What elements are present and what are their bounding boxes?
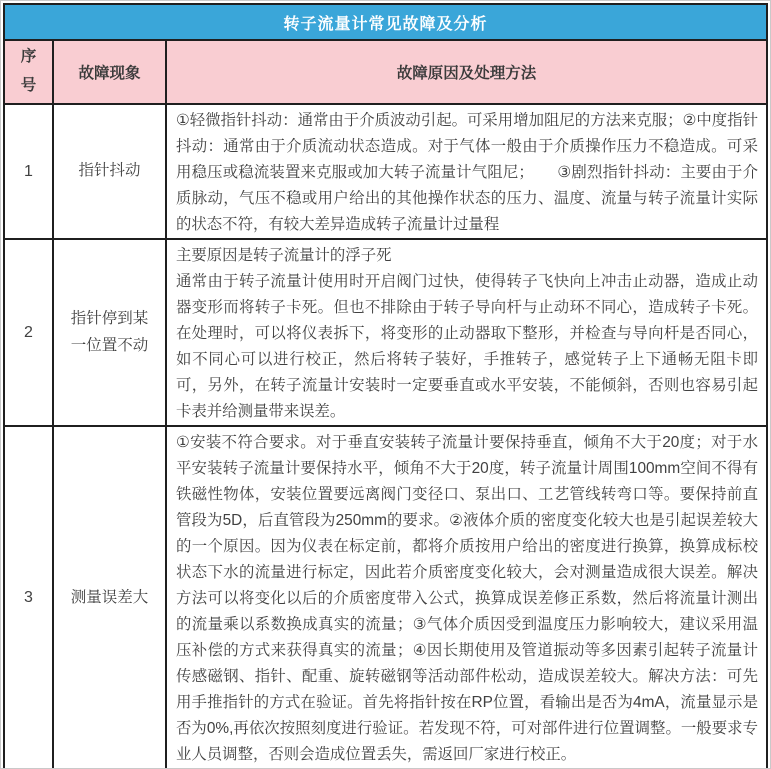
row2-cause-paragraph-2: 通常由于转子流量计使用时开启阀门过快，使得转子飞快向上冲击止动器，造成止动器变形而将转子卡死。但也不排除由于转子导向杆与止动环不同心，造成转子卡死。在处理时，可以将仪表拆下，将变形的止动器取下整形，并检查与导向杆是否同心，如不同心可以进行校正，然后将转子装好，手推转子，感觉转子上下通畅无阻卡即可，另外，在转子流量计安装时一定要垂直或水平安装，不能倾斜，否则也容易引起卡表并给测量带来误差。 bbox=[176, 273, 758, 420]
row3-cause-cell bbox=[166, 426, 767, 769]
table-row bbox=[4, 239, 767, 426]
row2-phenomenon-cell: 指针停到某一位置不动 bbox=[53, 239, 166, 426]
row3-cause-paragraph: ①安装不符合要求。对于垂直安装转子流量计要保持垂直，倾角不大于20度；对于水平安装转子流量计要保持水平，倾角不大于20度，转子流量计周围100mm空间不得有铁磁性物体，安装位置要远离阀门变径口、泵出口、工艺管线转弯口等。要保持前直管段为5D，后直管段为250mm的要求。②液体介质的密度变化较大也是引起误差较大的一个原因。因为仪表在标定前，都将介质按用户给出的密度进行换算，换算成标校状态下水的流量进行标定，因此若介质密度变化较大，会对测量造成很大误差。解决方法可以将变化以后的介质密度带入公式，换算成误差修正系数，然后将流量计测出的流量乘以系数换成真实的流量；③气体介质因受到温度压力影响较大，建议采用温压补偿的方式来获得真实的流量；④因长期使用及管道振动等多因素引起转子流量计传感磁钢、指针、配重、旋转磁钢等活动部件松动，造成误差较大。解决方法：可先用手推指针的方式在验证。首先将指针按在RP位置，看输出是否为4mA，流量显示是否为0%,再依次按照刻度进行验证。若发现不符，可对部件进行位置调整。一般要求专业人员调整，否则会造成位置丢失，需返回厂家进行校正。 bbox=[176, 434, 758, 763]
column-header-serial bbox=[4, 40, 53, 104]
table-title-row bbox=[4, 4, 767, 40]
row1-serial-cell: 1 bbox=[4, 104, 53, 239]
row3-phenomenon-cell: 测量误差大 bbox=[53, 426, 166, 769]
row3-serial-cell: 3 bbox=[4, 426, 53, 769]
column-header-serial-label: 序号 bbox=[20, 48, 37, 94]
row1-cause-cell bbox=[166, 104, 767, 239]
row2-cause-cell bbox=[166, 239, 767, 426]
row2-cause-paragraph-1: 主要原因是转子流量计的浮子死 bbox=[176, 247, 392, 264]
table-row bbox=[4, 104, 767, 239]
row1-cause-paragraph: ①轻微指针抖动：通常由于介质波动引起。可采用增加阻尼的方法来克服；②中度指针抖动：通常由于介质流动状态造成。对于气体一般由于介质操作压力不稳造成。可采用稳压或稳流装置来克服或加大转子流量计气阻尼； ③剧烈指针抖动：主要由于介质脉动，气压不稳或用户给出的其他操作状态的压力、温度、流量与转子流量计实际的状态不符，有较大差异造成转子流量计过量程 bbox=[176, 112, 758, 233]
column-header-phenomenon: 故障现象 bbox=[53, 40, 166, 104]
table-title: 转子流量计常见故障及分析 bbox=[4, 4, 767, 40]
table-header-row bbox=[4, 40, 767, 104]
column-header-cause: 故障原因及处理方法 bbox=[166, 40, 767, 104]
fault-table bbox=[3, 3, 768, 769]
row1-phenomenon-cell: 指针抖动 bbox=[53, 104, 166, 239]
table-row bbox=[4, 426, 767, 769]
row2-serial-cell: 2 bbox=[4, 239, 53, 426]
